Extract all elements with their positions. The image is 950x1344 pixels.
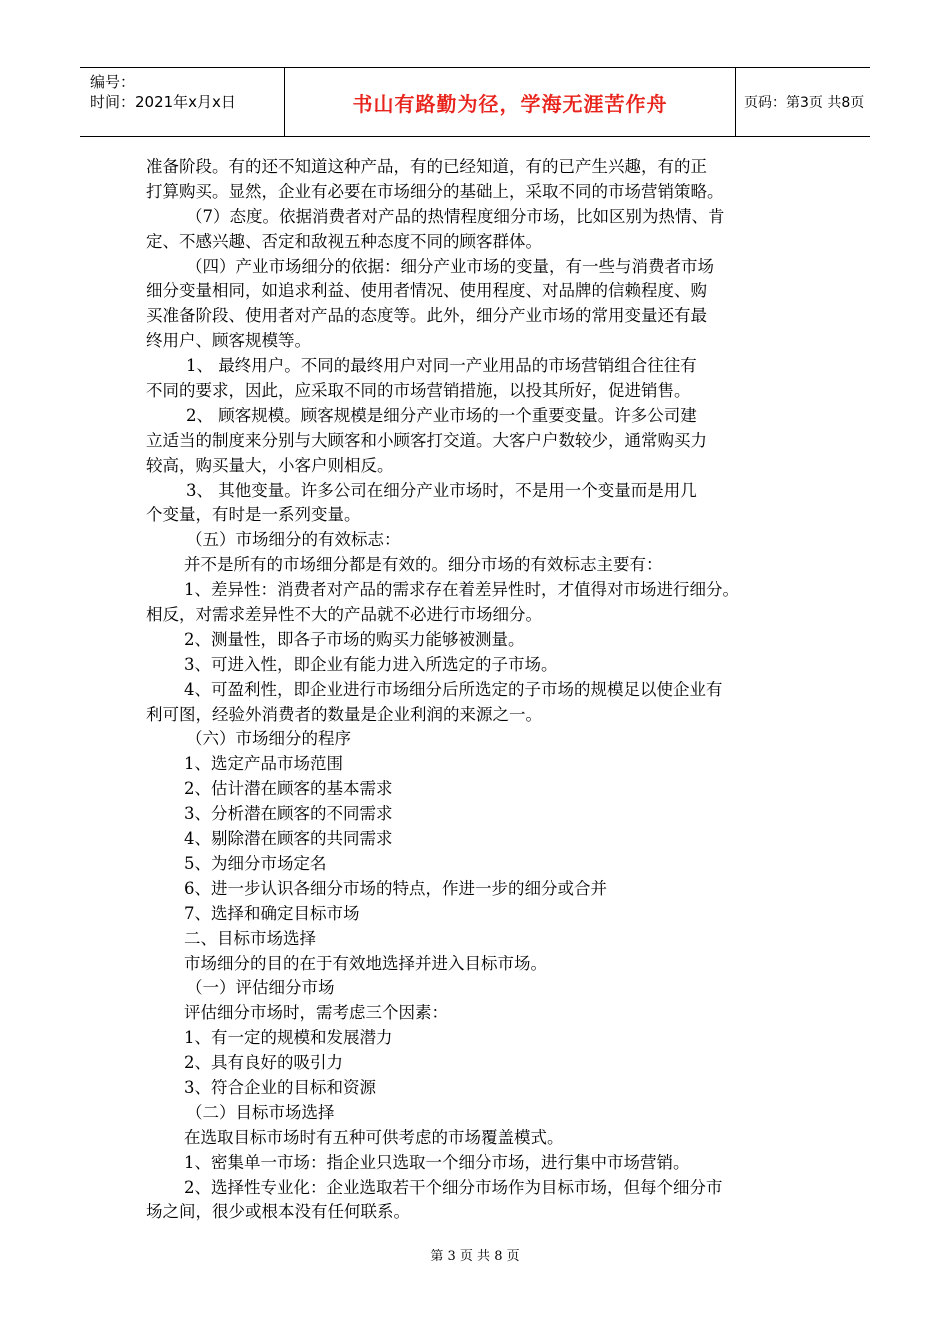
body-line: 利可图，经验外消费者的数量是企业利润的来源之一。	[146, 704, 542, 724]
body-line: 场之间，很少或根本没有任何联系。	[146, 1202, 410, 1222]
list-item: 3、分析潜在顾客的不同需求	[184, 804, 393, 824]
section-heading: （六）市场细分的程序	[186, 729, 351, 749]
body-line: 终用户、顾客规模等。	[146, 331, 311, 351]
header-left-cell	[80, 68, 284, 136]
body-line: 不同的要求，因此，应采取不同的市场营销措施，以投其所好，促进销售。	[146, 381, 691, 401]
list-item: 3、符合企业的目标和资源	[184, 1077, 376, 1097]
section-heading: 二、目标市场选择	[184, 928, 316, 948]
document-date-label: 时间：2021年x月x日	[90, 93, 236, 111]
page-header	[80, 67, 870, 137]
header-motto: 书山有路勤为径，学海无涯苦作舟	[352, 91, 668, 116]
list-item: 4、剔除潜在顾客的共同需求	[184, 829, 393, 849]
body-line: 4、可盈利性，即企业进行市场细分后所选定的子市场的规模足以使企业有	[184, 679, 723, 699]
header-page-number: 页码：第3页 共8页	[744, 95, 865, 111]
body-line: 评估细分市场时，需考虑三个因素：	[184, 1003, 448, 1023]
body-line: 细分变量相同，如追求利益、使用者情况、使用程度、对品牌的信赖程度、购	[146, 281, 707, 301]
list-item: 7、选择和确定目标市场	[184, 903, 360, 923]
body-line: 并不是所有的市场细分都是有效的。细分市场的有效标志主要有：	[184, 555, 663, 575]
body-line: 1、差异性：消费者对产品的需求存在着差异性时，才值得对市场进行细分。	[184, 580, 739, 600]
body-line: 3、 其他变量。许多公司在细分产业市场时，不是用一个变量而是用几	[186, 480, 697, 500]
body-line: 买准备阶段、使用者对产品的态度等。此外，细分产业市场的常用变量还有最	[146, 306, 707, 326]
header-motto-cell	[284, 68, 736, 136]
page-footer: 第 3 页 共 8 页	[430, 1249, 520, 1264]
list-item: 1、选定产品市场范围	[184, 754, 343, 774]
body-line: 定、不感兴趣、否定和敌视五种态度不同的顾客群体。	[146, 231, 542, 251]
body-line: 准备阶段。有的还不知道这种产品，有的已经知道，有的已产生兴趣，有的正	[146, 157, 707, 176]
list-item: 1、有一定的规模和发展潜力	[184, 1028, 393, 1048]
section-heading: （二）目标市场选择	[186, 1102, 335, 1122]
body-line: 立适当的制度来分别与大顾客和小顾客打交道。大客户户数较少，通常购买力	[146, 430, 707, 450]
document-code-label: 编号：	[90, 73, 136, 91]
section-heading: （一）评估细分市场	[186, 978, 335, 998]
body-line: 较高，购买量大，小客户则相反。	[146, 455, 394, 475]
header-page-cell	[736, 68, 870, 136]
body-line: 2、 顾客规模。顾客规模是细分产业市场的一个重要变量。许多公司建	[186, 405, 697, 425]
body-line: （7）态度。依据消费者对产品的热情程度细分市场，比如区别为热情、肯	[186, 206, 725, 226]
list-item: 2、选择性专业化：企业选取若干个细分市场作为目标市场，但每个细分市	[184, 1177, 723, 1197]
body-line: 个变量，有时是一系列变量。	[146, 505, 361, 525]
section-heading: （五）市场细分的有效标志：	[186, 530, 401, 550]
list-item: 6、进一步认识各细分市场的特点，作进一步的细分或合并	[184, 878, 607, 898]
body-line: 在选取目标市场时有五种可供考虑的市场覆盖模式。	[184, 1127, 564, 1147]
body-line: （四）产业市场细分的依据：细分产业市场的变量，有一些与消费者市场	[186, 256, 714, 276]
list-item: 5、为细分市场定名	[184, 853, 327, 873]
body-line: 市场细分的目的在于有效地选择并进入目标市场。	[184, 953, 547, 973]
body-line: 2、测量性，即各子市场的购买力能够被测量。	[184, 629, 525, 649]
body-line: 1、 最终用户。不同的最终用户对同一产业用品的市场营销组合往往有	[186, 356, 697, 376]
list-item: 2、估计潜在顾客的基本需求	[184, 779, 393, 799]
body-line: 打算购买。显然，企业有必要在市场细分的基础上，采取不同的市场营销策略。	[146, 181, 724, 201]
list-item: 1、密集单一市场：指企业只选取一个细分市场，进行集中市场营销。	[184, 1152, 690, 1172]
body-line: 相反，对需求差异性不大的产品就不必进行市场细分。	[146, 605, 542, 625]
document-body	[146, 155, 826, 1225]
body-line: 3、可进入性，即企业有能力进入所选定的子市场。	[184, 654, 558, 674]
list-item: 2、具有良好的吸引力	[184, 1053, 343, 1073]
